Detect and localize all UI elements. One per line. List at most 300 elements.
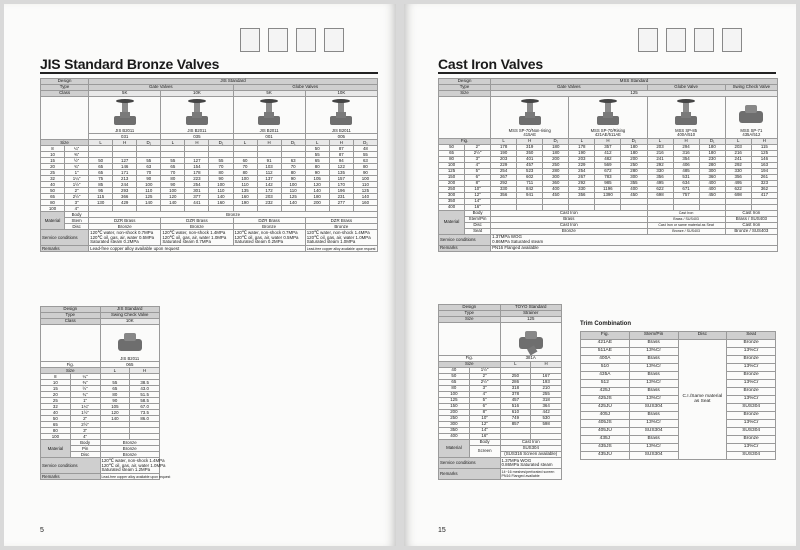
- remarks-label: Remarks: [41, 246, 89, 252]
- dimension-value: 203: [491, 156, 517, 162]
- fig-number: 001: [233, 134, 305, 140]
- dimension-header: D₁: [353, 140, 377, 146]
- dimension-value: 65: [161, 164, 185, 170]
- dimension-value: 292: [569, 180, 595, 186]
- dimension-header: D₁: [137, 140, 161, 146]
- dimension-value: 530: [531, 416, 562, 422]
- material-value: Bronze: [89, 212, 378, 218]
- type-swing-check: Swing Check Valve: [725, 85, 777, 91]
- trim-combination-table: [580, 331, 776, 460]
- valve-caption: JIS B2011: [259, 128, 279, 133]
- page-title: Cast Iron Valves: [438, 56, 543, 72]
- dimension-value: 178: [185, 170, 209, 176]
- material-value: Cast Iron: [500, 440, 562, 446]
- fig-number: 381A: [500, 356, 562, 362]
- material-label: Material: [41, 440, 71, 458]
- dimension-value: 254: [569, 168, 595, 174]
- swing-valve-photo: [115, 325, 145, 357]
- strainer-table: [438, 304, 562, 480]
- dimension-value: 100: [353, 176, 377, 182]
- class-label: Class: [41, 319, 101, 325]
- dimension-value: 360: [699, 174, 725, 180]
- dimension-value: 91: [257, 158, 281, 164]
- dimension-value: 110: [137, 188, 161, 194]
- type-gate: Gate Valves: [89, 85, 233, 91]
- size-mm: 400: [439, 434, 470, 440]
- valve-caption: JIS B2011: [120, 356, 140, 361]
- dimension-value: 598: [531, 422, 562, 428]
- dimension-value: 203: [725, 144, 751, 150]
- dimension-header: H: [185, 140, 209, 146]
- size-mm: 200: [439, 410, 470, 416]
- dimension-value: 482: [595, 156, 621, 162]
- dimension-value: 105: [305, 176, 329, 182]
- dimension-value: 70: [233, 164, 257, 170]
- size-mm: 65: [41, 422, 71, 428]
- dimension-value: 450: [699, 192, 725, 198]
- strainer-valve-photo: [516, 323, 546, 355]
- dimension-value: 241: [725, 156, 751, 162]
- trim-stem: Brass: [629, 436, 678, 444]
- size-mm: 350: [439, 428, 470, 434]
- dimension-header: L: [305, 140, 329, 146]
- dimension-value: 157: [329, 176, 353, 182]
- design-value: TOYO Standard: [500, 305, 562, 311]
- dimension-value: 180: [699, 150, 725, 156]
- dimension-value: 330: [569, 186, 595, 192]
- material-value: Bronze: [100, 452, 160, 458]
- size-inch: 16": [469, 434, 500, 440]
- dimension-value: 300: [699, 168, 725, 174]
- dimension-value: 190: [491, 150, 517, 156]
- material-part: Stem: [65, 218, 89, 224]
- size-mm: 250: [439, 186, 465, 192]
- fig-number: 031: [89, 134, 161, 140]
- material-value: Bronze: [100, 446, 160, 452]
- size-inch: 2": [65, 188, 89, 194]
- size-mm: 400: [439, 204, 465, 210]
- dimension-value: 120: [100, 410, 130, 416]
- size-mm: 80: [41, 200, 65, 206]
- material-part: Body: [465, 210, 491, 216]
- size-mm: 350: [439, 198, 465, 204]
- dimension-value: 100: [233, 176, 257, 182]
- class-value: 10K: [305, 91, 377, 97]
- service-label: Service conditions: [439, 458, 501, 469]
- dimension-value: 203: [569, 156, 595, 162]
- service-conditions: 120℃ water, non-shock 1.4MPa 120℃ oil, gas, air, water 1.0MPa Saturated steam 0.7MPa: [161, 230, 233, 246]
- trim-stem: 13%Cr: [629, 396, 678, 404]
- trim-fig: 425JS: [581, 396, 630, 404]
- dimension-value: 50: [89, 158, 113, 164]
- dimension-header: D₁: [699, 138, 725, 144]
- dimension-value: 196: [329, 188, 353, 194]
- valve-image-cell: [233, 97, 305, 134]
- service-label: Service conditions: [439, 234, 491, 245]
- valve-caption: MSS SP-71 435A/512: [740, 128, 763, 138]
- size-inch: 1½": [70, 410, 100, 416]
- size-inch: 14": [469, 428, 500, 434]
- dimension-value: 356: [569, 192, 595, 198]
- size-inch: ⅜": [65, 152, 89, 158]
- valve-image-cell: [569, 97, 647, 139]
- valve-image-cell: [500, 323, 562, 356]
- dimension-header: D₁: [621, 138, 647, 144]
- trim-fig: 512: [581, 380, 630, 388]
- dimension-value: 941: [517, 192, 543, 198]
- dimension-value: 356: [725, 174, 751, 180]
- size-inch: 2½": [469, 380, 500, 386]
- material-value: Bronze: [89, 224, 161, 230]
- dimension-value: 842: [517, 186, 543, 192]
- size-inch: 8": [465, 180, 491, 186]
- dimension-value: 254: [491, 168, 517, 174]
- dimension-value: 163: [751, 162, 777, 168]
- trim-stem: Brass: [629, 412, 678, 420]
- dimension-value: 293: [113, 188, 137, 194]
- size-mm: 10: [41, 152, 65, 158]
- size-inch: 14": [465, 198, 491, 204]
- dimension-value: 749: [500, 416, 531, 422]
- dimension-value: 1196: [595, 186, 621, 192]
- trim-fig: 510: [581, 364, 630, 372]
- dimension-value: 122: [329, 164, 353, 170]
- dimension-header: H: [673, 138, 699, 144]
- material-part: Seat: [465, 228, 491, 234]
- trim-row: [581, 340, 776, 348]
- size-inch: 2½": [65, 194, 89, 200]
- valve-image-cell: [647, 97, 725, 139]
- design-label: Design: [41, 79, 89, 85]
- dimension-value: 280: [699, 162, 725, 168]
- dimension-value: 90: [281, 176, 305, 182]
- dimension-value: 146: [113, 164, 137, 170]
- gate-valve-drawing-icon: [638, 28, 658, 52]
- dimension-value: 280: [621, 168, 647, 174]
- gate-valve-photo: [671, 97, 701, 129]
- dimension-value: 783: [595, 174, 621, 180]
- valve-caption: MSS SP-85 400A/510: [675, 128, 698, 138]
- size-mm: 300: [439, 422, 470, 428]
- dimension-value: 180: [621, 144, 647, 150]
- valve-caption: JIS B2011: [331, 128, 351, 133]
- dimension-value: 90: [137, 176, 161, 182]
- service-conditions: 120℃ water, non-shock 0.7MPa 120℃ oil, gas, air, water 0.5MPa Saturated steam 0.2MPa: [89, 230, 161, 246]
- dimension-value: 146: [751, 156, 777, 162]
- strainer-drawing-icon: [722, 28, 742, 52]
- remarks-label: Remarks: [41, 474, 101, 480]
- dimension-value: 330: [725, 168, 751, 174]
- type-value: Strainer: [500, 311, 562, 317]
- dimension-value: 292: [725, 162, 751, 168]
- size-inch: 12": [469, 422, 500, 428]
- type-label: Type: [41, 85, 89, 91]
- dimension-value: 135: [329, 170, 353, 176]
- trim-fig: 511AE: [581, 348, 630, 356]
- dimension-value: 140: [100, 416, 130, 422]
- dimension-value: 190: [569, 150, 595, 156]
- service-conditions: 1.37MPa WOG 0.86MPa Saturated steam: [500, 458, 562, 469]
- trim-stem: 13%Cr: [629, 444, 678, 452]
- dimension-header: H: [329, 140, 353, 146]
- gate-valve-photo: [182, 97, 212, 129]
- dimension-value: 286: [500, 380, 531, 386]
- size-mm: 50: [439, 374, 470, 380]
- dimension-value: 38.5: [130, 380, 160, 386]
- size-mm: 150: [439, 404, 470, 410]
- dimension-value: 140: [209, 194, 233, 200]
- size-inch: 3": [465, 156, 491, 162]
- dimension-value: 330: [647, 168, 673, 174]
- dimension-value: 80: [233, 170, 257, 176]
- trim-fig: 435A: [581, 372, 630, 380]
- page-title: JIS Standard Bronze Valves: [40, 56, 220, 72]
- dimension-header: L: [161, 140, 185, 146]
- type-label: Type: [439, 85, 491, 91]
- size-inch: ¾": [65, 164, 89, 170]
- dimension-value: 360: [543, 180, 569, 186]
- trim-fig: 405JS: [581, 420, 630, 428]
- trim-seat: 13%Cr: [727, 380, 776, 388]
- valve-image-cell: [100, 325, 160, 362]
- dimension-value: 244: [113, 182, 137, 188]
- dimension-value: 110: [233, 182, 257, 188]
- gate-valve-photo: [326, 97, 356, 129]
- dimension-value: 100: [209, 182, 233, 188]
- trim-fig: 435JU: [581, 452, 630, 460]
- dimension-value: 250: [543, 162, 569, 168]
- dimension-value: 400: [621, 186, 647, 192]
- material-value: Brass / SUS403: [647, 216, 725, 222]
- dimension-value: 142: [257, 182, 281, 188]
- size-inch: 6": [465, 174, 491, 180]
- table-cell: [439, 323, 501, 356]
- size-inch: 2": [465, 144, 491, 150]
- trim-seat: 13%Cr: [727, 364, 776, 372]
- dimension-drawings: [240, 28, 344, 52]
- dimension-value: 241: [647, 156, 673, 162]
- dimension-value: 171: [113, 170, 137, 176]
- size-inch: 4": [465, 162, 491, 168]
- dimension-drawings: [638, 28, 742, 52]
- dimension-value: 80: [209, 170, 233, 176]
- dimension-value: 65: [100, 386, 130, 392]
- dimension-header: H: [595, 138, 621, 144]
- class-value: 125: [500, 317, 562, 323]
- type-label: Type: [41, 313, 101, 319]
- material-value: DZR Brass: [305, 218, 377, 224]
- service-conditions: 120℃ water, non-shock 1.4MPa 120℃ oil, gas, air, water 1.0MPa Saturated steam 1.0MPa: [305, 230, 377, 246]
- dimension-value: 172: [257, 188, 281, 194]
- service-row: [41, 230, 378, 246]
- dimension-value: 80: [281, 170, 305, 176]
- trim-seat: SUS304: [727, 428, 776, 436]
- size-inch: 4": [469, 392, 500, 398]
- gate-valve-drawing-icon: [240, 28, 260, 52]
- dimension-value: 569: [595, 162, 621, 168]
- trim-stem: 13%Cr: [629, 364, 678, 372]
- dimension-value: 140: [281, 200, 305, 206]
- material-value: Bronze / SUS403: [725, 228, 777, 234]
- size-inch: 4": [65, 206, 89, 212]
- dimension-header: L: [725, 138, 751, 144]
- material-label: Material: [41, 212, 65, 230]
- image-row: [41, 97, 378, 134]
- dimension-value: 366: [113, 194, 137, 200]
- dimension-value: 698: [725, 192, 751, 198]
- dimension-value: 65: [89, 170, 113, 176]
- size-mm: 15: [41, 158, 65, 164]
- type-globe: Globe Valves: [233, 85, 378, 91]
- page-number: 15: [438, 527, 446, 534]
- dimension-value: 362: [751, 186, 777, 192]
- material-part: Disc: [70, 452, 100, 458]
- dimension-value: 127: [185, 158, 209, 164]
- size-mm: 100: [41, 206, 65, 212]
- dimension-value: 213: [113, 176, 137, 182]
- dimension-value: 160: [209, 200, 233, 206]
- size-inch: 2½": [465, 150, 491, 156]
- size-mm: 65: [439, 380, 470, 386]
- dimension-value: 406: [673, 162, 699, 168]
- trim-seat: Bronze: [727, 372, 776, 380]
- dimension-value: 127: [113, 158, 137, 164]
- dimension-header: H: [751, 138, 777, 144]
- bronze-valves-table: [40, 78, 378, 252]
- size-label: Size: [439, 362, 501, 368]
- dimension-value: 65: [305, 158, 329, 164]
- dimension-value: 292: [647, 162, 673, 168]
- size-label: Size: [439, 317, 501, 323]
- valve-caption: MSS SP-70/Non-rising 415AE: [508, 128, 551, 138]
- class-value: 125: [491, 91, 778, 97]
- trim-fig: 425JU: [581, 404, 630, 412]
- size-inch: ½": [65, 158, 89, 164]
- dimension-value: 231: [329, 194, 353, 200]
- dimension-value: 65: [89, 164, 113, 170]
- trim-seat: Bronze: [727, 412, 776, 420]
- trim-fig: 400A: [581, 356, 630, 364]
- material-value: Brass: [491, 216, 647, 222]
- dimension-value: 671: [673, 186, 699, 192]
- size-inch: 1¼": [65, 176, 89, 182]
- remarks-value: 14~16 meshes/perforated screen PN16 Flanged available: [500, 469, 562, 480]
- globe-valve-drawing-icon: [666, 28, 686, 52]
- gate-valve-photo: [515, 97, 545, 129]
- size-mm: 50: [41, 188, 65, 194]
- material-value: Bronze: [233, 224, 305, 230]
- dimension-value: 60: [233, 158, 257, 164]
- trim-fig: 435J: [581, 436, 630, 444]
- dimension-value: 55: [305, 152, 329, 158]
- dimension-value: 180: [305, 194, 329, 200]
- dimension-value: 110: [281, 188, 305, 194]
- dimension-value: 267: [491, 174, 517, 180]
- dimension-value: 318: [531, 398, 562, 404]
- size-inch: 1": [70, 398, 100, 404]
- dimension-value: 441: [185, 200, 209, 206]
- material-value: Bronze: [100, 440, 160, 446]
- size-inch: 1¼": [70, 404, 100, 410]
- gate-valve-photo: [110, 97, 140, 129]
- dimension-value: 140: [137, 200, 161, 206]
- valve-caption: JIS B2011: [187, 128, 207, 133]
- fig-number: 035: [161, 134, 233, 140]
- dimension-value: 100: [137, 182, 161, 188]
- material-part: Pin: [70, 446, 100, 452]
- size-mm: 25: [41, 398, 71, 404]
- trim-stem: SUS304: [629, 404, 678, 412]
- size-mm: 40: [41, 182, 65, 188]
- remarks-value: PN16 Flanged available: [491, 245, 778, 251]
- size-inch: 2½": [70, 422, 100, 428]
- dimension-value: 200: [305, 200, 329, 206]
- dimension-value: 194: [751, 168, 777, 174]
- dimension-value: 250: [500, 374, 531, 380]
- dimension-value: 255: [531, 392, 562, 398]
- right-page: [404, 4, 796, 546]
- dimension-value: 429: [113, 200, 137, 206]
- class-value: 5K: [89, 91, 161, 97]
- dimension-value: 1390: [595, 192, 621, 198]
- size-inch: 3": [469, 386, 500, 392]
- dimension-value: 364: [531, 404, 562, 410]
- dimension-value: 95: [89, 188, 113, 194]
- size-inch: 6": [469, 404, 500, 410]
- trim-combination-title: Trim Combination: [580, 321, 631, 327]
- dimension-value: 495: [647, 180, 673, 186]
- material-part: Screen: [469, 446, 500, 458]
- dimension-value: 230: [699, 156, 725, 162]
- size-inch: ¼": [65, 146, 89, 152]
- dimension-value: 294: [673, 144, 699, 150]
- material-part: Body: [65, 212, 89, 218]
- size-mm: 40: [439, 368, 470, 374]
- dimension-value: 167: [531, 374, 562, 380]
- size-inch: 3": [65, 200, 89, 206]
- gate-valve-photo: [254, 97, 284, 129]
- dimension-header: D₁: [281, 140, 305, 146]
- design-value: MSS Standard: [491, 79, 778, 85]
- dimension-value: 80: [161, 176, 185, 182]
- size-label: Size: [41, 140, 89, 146]
- class-value: 10K: [100, 319, 160, 325]
- material-label: Material: [439, 440, 470, 458]
- dimension-value: 523: [517, 168, 543, 174]
- dimension-value: 495: [725, 180, 751, 186]
- dimension-value: 277: [329, 200, 353, 206]
- dimension-value: 216: [647, 150, 673, 156]
- dimension-value: 50: [305, 146, 329, 152]
- material-value: Bronze / SUS403: [647, 228, 725, 234]
- dimension-value: 120: [305, 182, 329, 188]
- size-inch: 2": [469, 374, 500, 380]
- dimension-value: 94: [329, 158, 353, 164]
- dimension-value: 90: [305, 170, 329, 176]
- size-mm: 80: [41, 428, 71, 434]
- dimension-value: 223: [185, 176, 209, 182]
- material-value: Cast Iron: [647, 210, 725, 216]
- image-row: [439, 323, 562, 356]
- dimension-value: 193: [531, 380, 562, 386]
- dimension-value: 87: [329, 146, 353, 152]
- dimension-value: 80: [353, 164, 377, 170]
- design-label: Design: [41, 307, 101, 313]
- dimension-value: 51.5: [130, 392, 160, 398]
- valve-caption: MSS SP-70/Rising 421AE/511AE: [590, 128, 626, 138]
- dimension-value: 86.0: [130, 416, 160, 422]
- dimension-value: 75: [89, 176, 113, 182]
